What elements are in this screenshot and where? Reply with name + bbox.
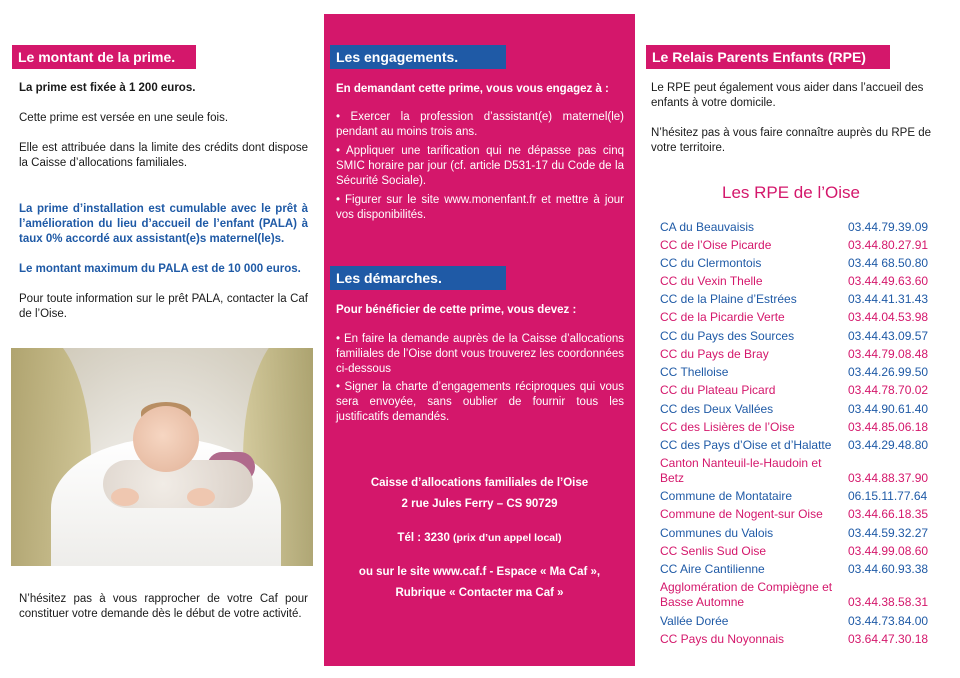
rpe-phone: 03.44.99.08.60 [848,544,929,558]
caf-website: ou sur le site www.caf.f - Espace « Ma Caf », [358,566,601,578]
rpe-row [660,383,942,398]
rpe-list-title: Les RPE de l’Oise [722,183,860,202]
rpe-row [660,329,942,344]
rpe-phone: 03.44.88.37.90 [848,471,929,485]
rpe-row [660,365,942,380]
caf-name: Caisse d’allocations familiales de l’Oise [370,477,589,489]
rpe-name: CC des Pays d’Oise et d’Halatte [660,438,832,452]
rpe-row [660,347,942,362]
rpe-row [660,544,942,559]
rpe-phone: 03.44.59.32.27 [848,526,929,540]
caf-phone [324,531,635,546]
heading-engagements: Les engagements. [330,45,506,69]
engagements-intro: En demandant cette prime, vous vous engagez à : [336,83,609,95]
heading-demarches: Les démarches. [330,266,506,290]
rpe-phone: 03.44.49.63.60 [848,274,929,288]
rpe-phone: 03.44.79.08.48 [848,347,929,361]
rpe-phone: 03.44.29.48.80 [848,438,929,452]
rpe-row [660,238,942,253]
rpe-phone: 03.44.26.99.50 [848,365,929,379]
rpe-name: Agglomération de Compiègne et Basse Automne [660,580,833,609]
rpe-name: CC de l’Oise Picarde [660,238,772,252]
rpe-phone: 03.44.43.09.57 [848,329,929,343]
rpe-name: Commune de Montataire [660,489,793,503]
caf-phone-note: (prix d’un appel local) [453,532,562,544]
rpe-row [660,580,942,610]
rpe-name: CC du Vexin Thelle [660,274,763,288]
single-payment-text: Cette prime est versée en une seule fois. [19,112,229,124]
rpe-help-text: Le RPE peut également vous aider dans l’accueil des enfants à votre domicile. [651,82,924,109]
heading-prime-amount: Le montant de la prime. [12,45,196,69]
rpe-row [660,420,942,435]
caf-rubrique: Rubrique « Contacter ma Caf » [395,587,564,599]
rpe-row [660,614,942,629]
rpe-phone: 03.44.78.70.02 [848,383,929,397]
demarche-bullet-2: • Signer la charte d’engagements réciproques qui vous sera envoyée, sans oublier de fournir tous les justificatifs demandés. [336,381,624,423]
rpe-row [660,256,942,271]
rpe-phone: 03.44.85.06.18 [848,420,929,434]
rpe-name: Vallée Dorée [660,614,729,628]
caf-phone-number: Tél : 3230 [397,532,450,544]
rpe-phone: 03.44.38.58.31 [848,595,929,609]
demarche-bullet-1: • En faire la demande auprès de la Caisse d’allocations familiales de l’Oise dont vous trouverez les coordonnées ci-dessous [336,333,624,375]
panel-middle [324,14,635,666]
engagement-bullet-3: • Figurer sur le site www.monenfant.fr et mettre à jour vos disponibilités. [336,194,624,221]
rpe-name: CC Senlis Sud Oise [660,544,767,558]
engagement-bullet-2: • Appliquer une tarification qui ne dépasse pas cinq SMIC horaire par jour (cf. article D531-17 du Code de la Sécurité Sociale). [336,145,624,187]
pala-info-text: Pour toute information sur le prêt PALA, contacter la Caf de l’Oise. [19,293,308,320]
rpe-name: Communes du Valois [660,526,774,540]
prime-amount-text: La prime est fixée à 1 200 euros. [19,82,196,94]
rpe-name: CC des Lisières de l’Oise [660,420,795,434]
rpe-name: CC de la Plaine d’Estrées [660,292,797,306]
demarches-intro: Pour bénéficier de cette prime, vous devez : [336,304,577,316]
baby-photo [11,348,313,566]
heading-rpe: Le Relais Parents Enfants (RPE) [646,45,890,69]
rpe-row [660,489,942,504]
rpe-phone: 03.44.66.18.35 [848,507,929,521]
rpe-name: Canton Nanteuil-le-Haudoin et Betz [660,456,822,485]
rpe-phone: 03.44.80.27.91 [848,238,929,252]
rpe-name: CC du Pays des Sources [660,329,795,343]
rpe-name: CC Pays du Noyonnais [660,632,785,646]
rpe-row [660,220,942,235]
rpe-row [660,456,942,486]
rpe-phone: 03.44.73.84.00 [848,614,929,628]
engagement-bullet-1: • Exercer la profession d’assistant(e) maternel(le) pendant au moins trois ans. [336,111,624,138]
rpe-name: CC des Deux Vallées [660,402,774,416]
rpe-name: CC de la Picardie Verte [660,310,785,324]
rpe-row [660,632,942,647]
credit-limit-text: Elle est attribuée dans la limite des crédits dont dispose la Caisse d’allocations familiales. [19,142,308,169]
caf-address: 2 rue Jules Ferry – CS 90729 [401,498,558,510]
rpe-contact-text: N’hésitez pas à vous faire connaître auprès du RPE de votre territoire. [651,127,931,154]
rpe-row [660,438,942,453]
rpe-phone: 03.44.90.61.40 [848,402,929,416]
rpe-name: CC Thelloise [660,365,729,379]
rpe-row [660,562,942,577]
rpe-name: CC du Plateau Picard [660,383,776,397]
rpe-phone: 03.44.41.31.43 [848,292,929,306]
panel-left [0,0,322,678]
rpe-phone: 03.64.47.30.18 [848,632,929,646]
rpe-name: CC du Clermontois [660,256,762,270]
rpe-name: CC du Pays de Bray [660,347,769,361]
rpe-phone: 03.44.04.53.98 [848,310,929,324]
rpe-phone: 03.44.79.39.09 [848,220,929,234]
pala-cumulative-text: La prime d’installation est cumulable avec le prêt à l’amélioration du lieu d’accueil de l’enfant (PALA) à taux 0% accordé aux assistant(e)s maternel(le)s. [19,203,308,245]
rpe-row [660,507,942,522]
rpe-phone: 06.15.11.77.64 [848,489,928,503]
rpe-name: CC Aire Cantilienne [660,562,765,576]
pala-max-text: Le montant maximum du PALA est de 10 000 euros. [19,263,301,275]
rpe-row [660,402,942,417]
contact-caf-text: N’hésitez pas à vous rapprocher de votre Caf pour constituer votre demande dès le début de votre activité. [19,593,308,620]
rpe-row [660,526,942,541]
rpe-row [660,274,942,289]
rpe-name: Commune de Nogent-sur Oise [660,507,823,521]
rpe-row [660,292,942,307]
rpe-row [660,310,942,325]
rpe-name: CA du Beauvaisis [660,220,755,234]
rpe-phone: 03.44.60.93.38 [848,562,929,576]
rpe-phone: 03.44 68.50.80 [848,256,929,270]
